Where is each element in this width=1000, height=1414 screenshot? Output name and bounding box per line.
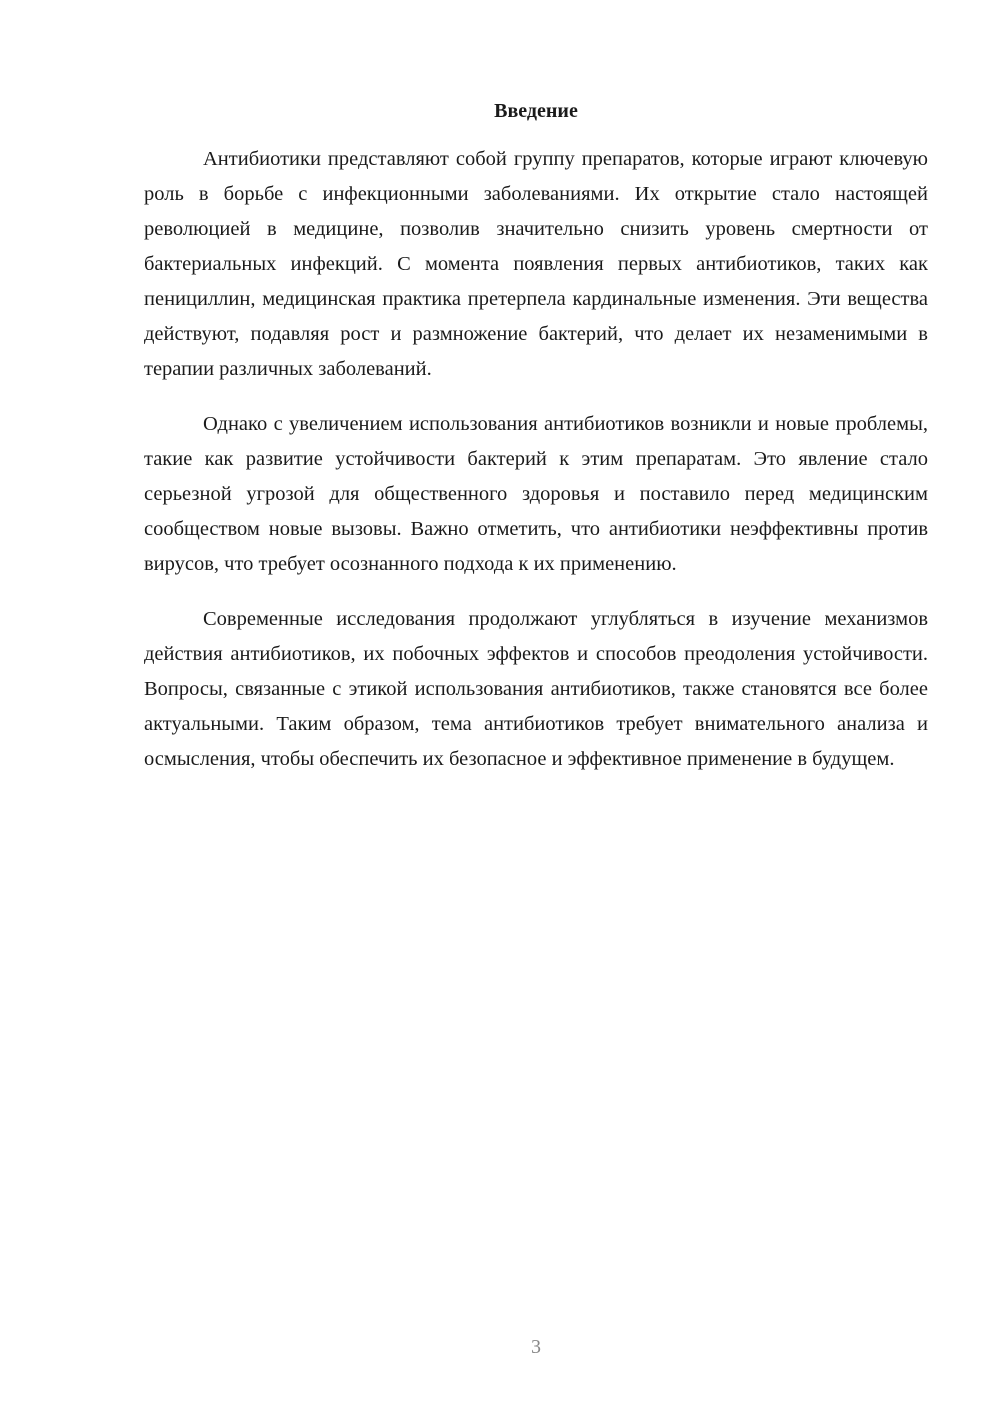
section-heading: Введение xyxy=(494,100,578,122)
paragraph-1: Антибиотики представляют собой группу препаратов, которые играют ключевую роль в борьбе с инфекционными заболеваниями. Их открытие стало настоящей революцией в медицине, позволив значительно снизить уровень смертности от бактериальных инфекций. С момента появления первых антибиотиков, таких как пенициллин, медицинская практика претерпела кардинальные изменения. Эти вещества действуют, подавляя рост и размножение бактерий, что делает их незаменимыми в терапии различных заболеваний. xyxy=(144,148,928,380)
page-number: 3 xyxy=(531,1336,541,1358)
paragraph-2: Однако с увеличением использования антибиотиков возникли и новые проблемы, такие как развитие устойчивости бактерий к этим препаратам. Это явление стало серьезной угрозой для общественного здоровья и поставило перед медицинским сообществом новые вызовы. Важно отметить, что антибиотики неэффективны против вирусов, что требует осознанного подхода к их применению. xyxy=(144,413,928,575)
body-text xyxy=(144,142,928,797)
paragraph-3: Современные исследования продолжают углубляться в изучение механизмов действия антибиотиков, их побочных эффектов и способов преодоления устойчивости. Вопросы, связанные с этикой использования антибиотиков, также становятся все более актуальными. Таким образом, тема антибиотиков требует внимательного анализа и осмысления, чтобы обеспечить их безопасное и эффективное применение в будущем. xyxy=(144,608,928,770)
